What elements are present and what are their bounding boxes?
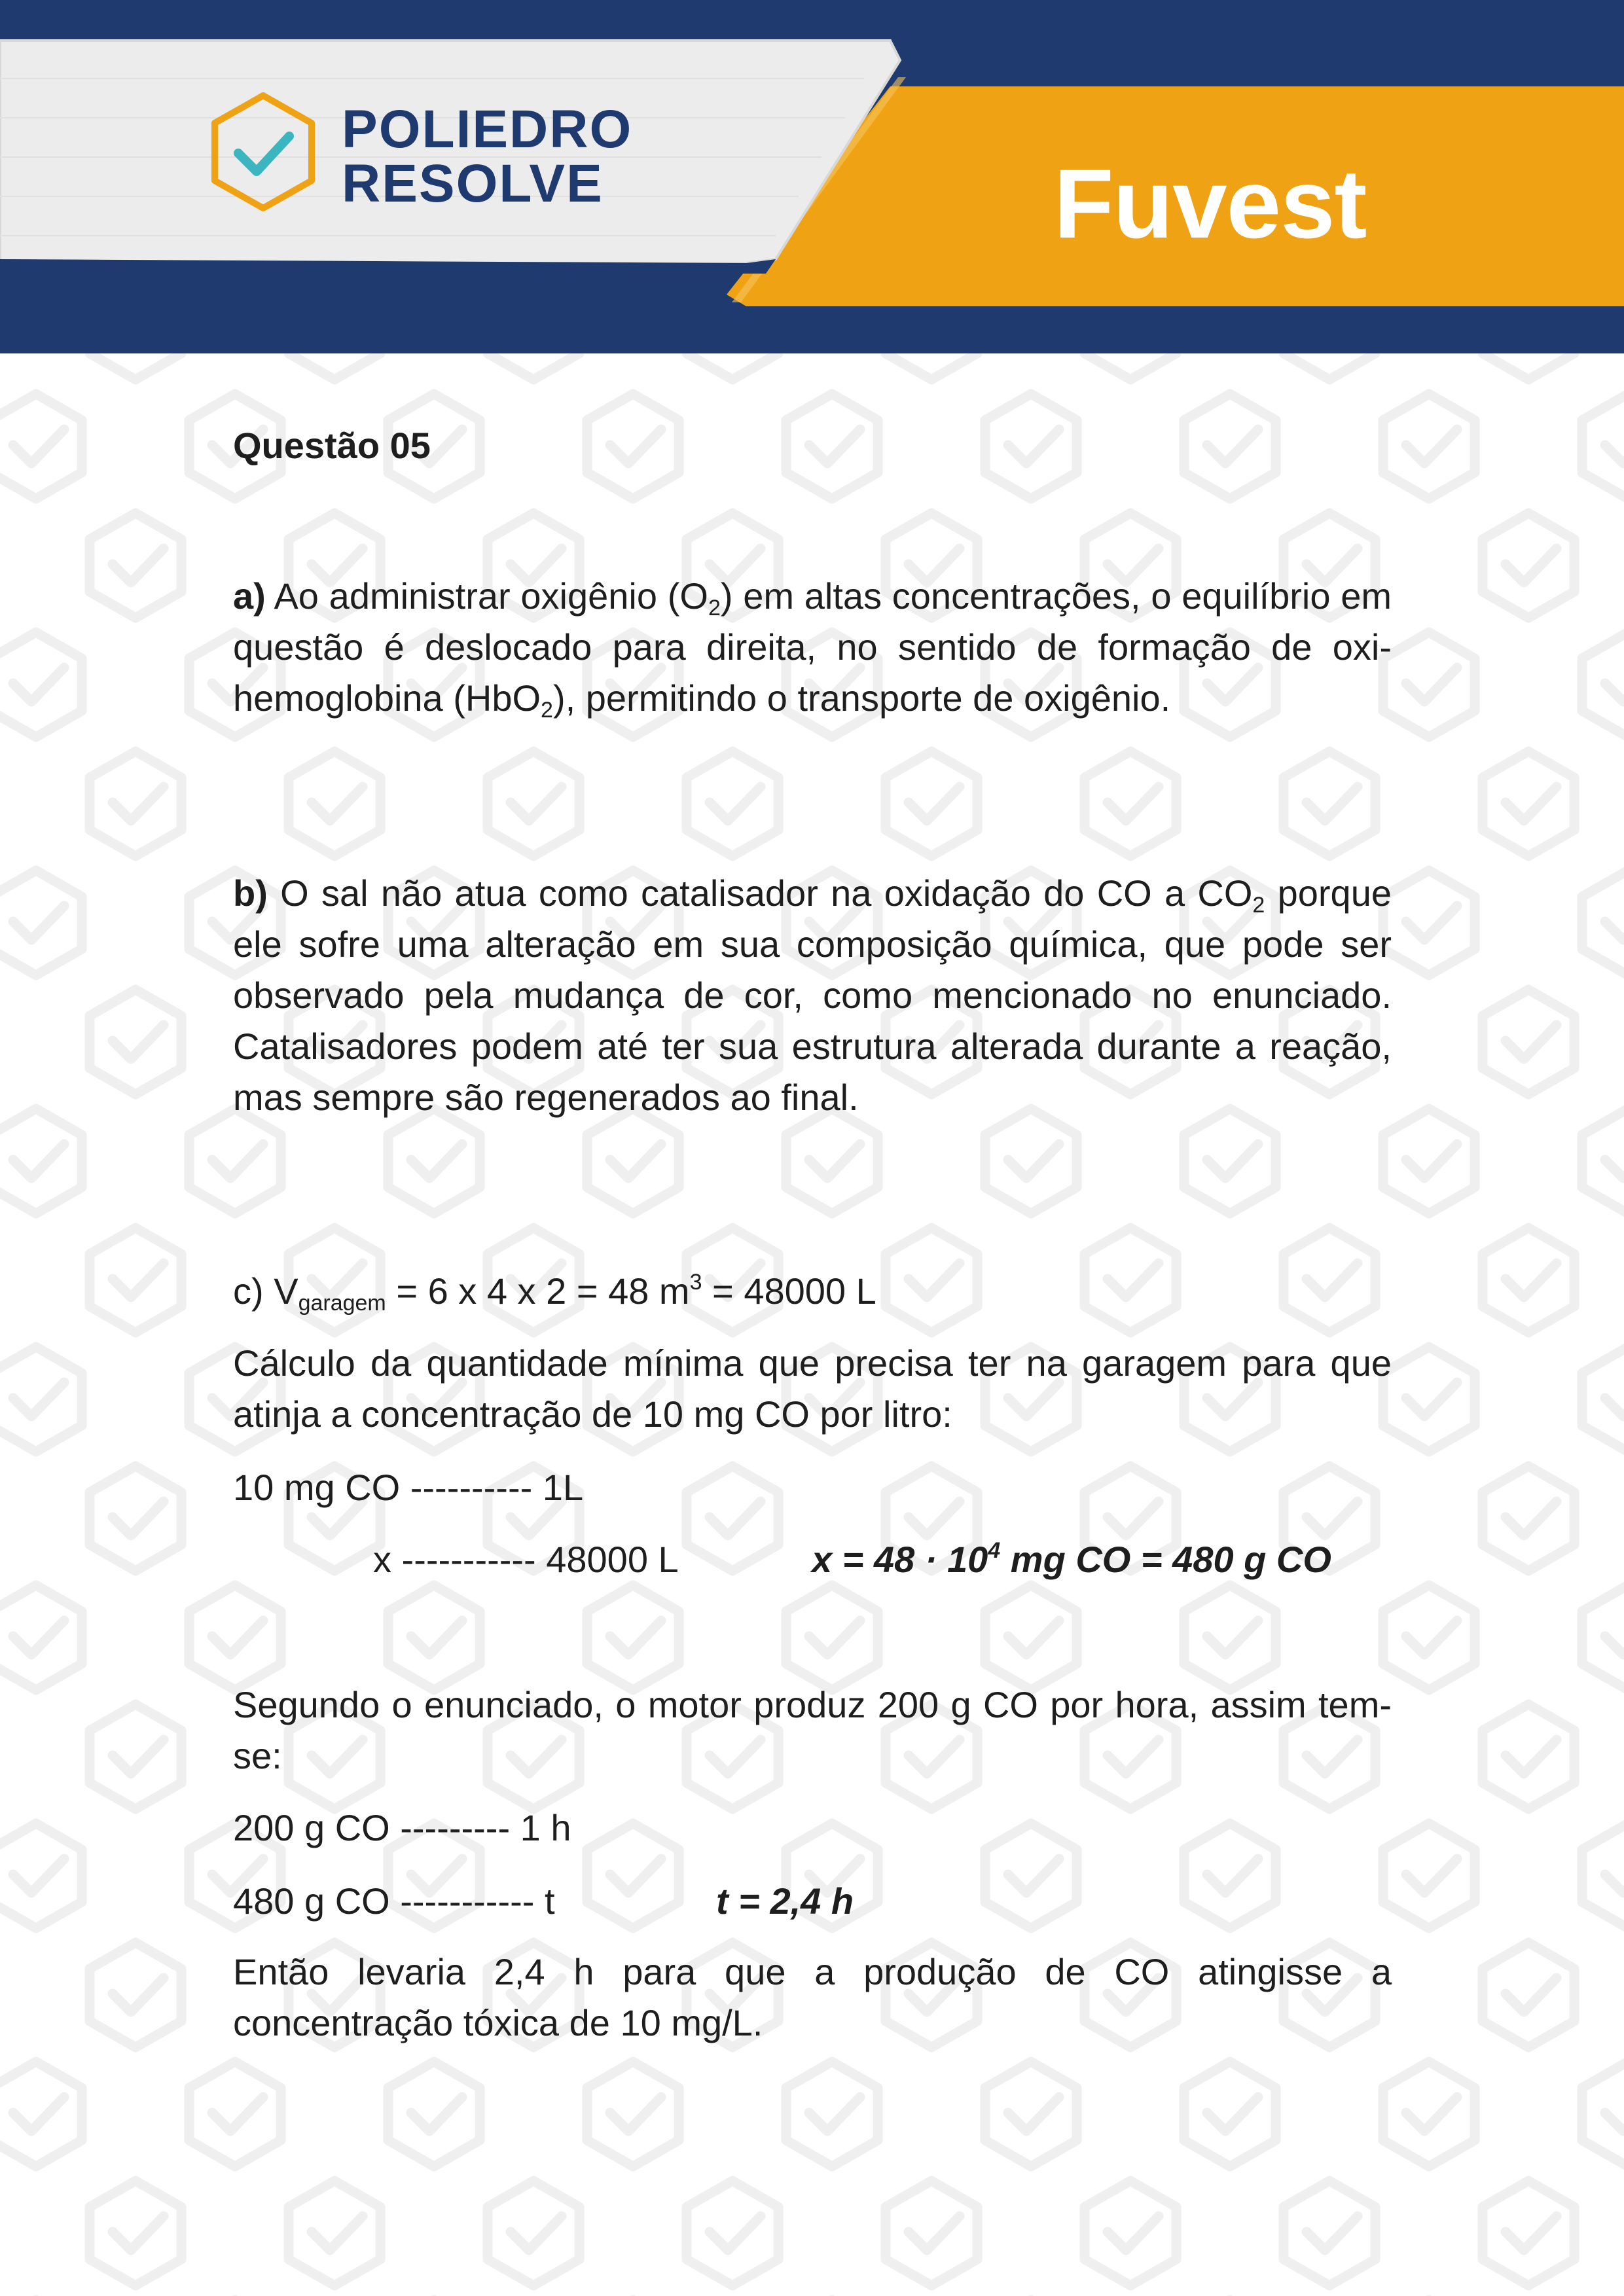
- answer-a-label: a): [233, 575, 266, 617]
- motor-statement: Segundo o enunciado, o motor produz 200 g CO por hora, assim tem-se:: [233, 1684, 1392, 1776]
- answer-a: a) Ao administrar oxigênio $(O_2)$ em altas concentrações, o equilíbrio em questão é deslocado para direita, no sentido de formação de oxi-hemoglobina (HbO$_2$), permitindo o transporte de oxigênio.: [233, 575, 1392, 723]
- proportion-line-2: x ----------- 48000 L: [373, 1539, 679, 1580]
- proportion-line-1: 10 mg CO ---------- 1L: [233, 1467, 584, 1508]
- time-line-1: 200 g CO --------- 1 h: [233, 1807, 571, 1848]
- answer-b: b) O sal não atua como catalisador na oxidação do CO a $CO_2$ porque ele sofre uma alteração em sua composição química, que pode ser observado pela mudança de cor, como mencionado no enunciado. Catalisadores podem até ter sua estrutura alterada durante a reação, mas sempre são regenerados ao final.: [233, 872, 1392, 1118]
- question-title: Questão 05: [233, 425, 431, 466]
- conclusion: Então levaria 2,4 h para que a produção de CO atingisse a concentração tóxica de 10 mg/L.: [233, 1951, 1392, 2043]
- answer-b-label: b): [233, 872, 268, 914]
- time-line-2: 480 g CO ----------- t: [233, 1880, 555, 1922]
- check-shield-icon: [208, 92, 318, 212]
- exam-name: Fuvest: [1054, 149, 1367, 259]
- brand-name-line-1: POLIEDRO: [342, 99, 633, 159]
- result-mass: $x = 48 \cdot 10^4$ mg CO = 480 g CO: [812, 1538, 1331, 1580]
- brand-name-line-2: RESOLVE: [342, 154, 604, 213]
- volume-formula: c) $V_{garagem} = 6$ x 4 x 2 = 48 $m^3 = 48000$ L: [233, 1270, 876, 1316]
- calculation-intro: Cálculo da quantidade mínima que precisa ter na garagem para que atinja a concentração de 10 mg CO por litro:: [233, 1342, 1392, 1435]
- result-time: t = 2,4 h: [716, 1880, 854, 1922]
